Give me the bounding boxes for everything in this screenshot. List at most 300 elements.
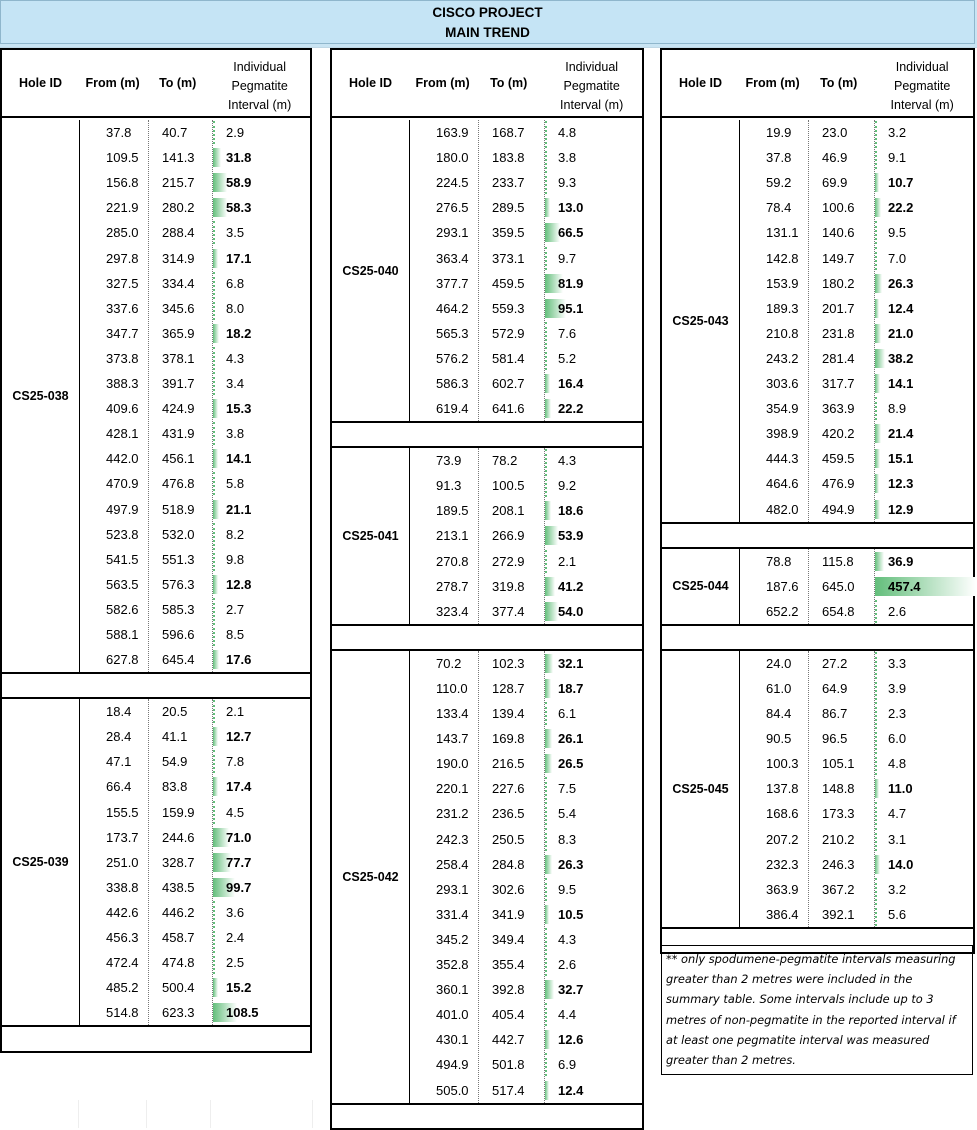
table-row [332,120,642,145]
from-value: 270.8 [436,553,469,569]
data-bar [545,905,549,924]
data-bar [213,148,221,167]
pegmatite-interval-value: 10.5 [558,906,584,922]
table-row [332,170,642,195]
header-from: From (m) [745,76,800,90]
to-value: 27.2 [822,655,848,671]
data-bar [213,926,215,949]
from-value: 430.1 [436,1032,469,1048]
from-value: 345.2 [436,931,469,947]
table-row [332,396,642,421]
header-pegmatite-line: Pegmatite [231,78,288,93]
from-value: 258.4 [436,856,469,872]
from-value: 497.9 [106,501,139,517]
data-bar [875,702,877,725]
to-value: 532.0 [162,526,195,542]
table-row [662,827,973,852]
pegmatite-interval-value: 41.2 [558,578,584,594]
to-value: 576.3 [162,576,195,592]
to-value: 431.9 [162,426,195,442]
table-row [2,925,310,950]
table-row [332,726,642,751]
to-value: 317.7 [822,376,855,391]
from-value: 327.5 [106,275,139,291]
data-bar [213,650,219,669]
table-row [332,701,642,726]
table-title-banner [0,0,975,44]
table-row [2,421,310,446]
data-bar [213,121,215,144]
pegmatite-interval-value: 17.1 [226,250,252,266]
to-value: 244.6 [162,829,195,845]
from-value: 221.9 [106,200,139,216]
header-pegmatite-line: Individual [565,59,619,74]
pegmatite-interval-value: 5.8 [226,476,245,492]
table-row [2,1000,310,1025]
to-value: 476.8 [162,476,195,492]
data-bar [213,422,215,445]
table-row [662,246,973,271]
table-row [2,900,310,925]
pegmatite-interval-value: 6.0 [888,731,907,747]
to-value: 215.7 [162,175,195,191]
pegmatite-interval-value: 9.8 [226,551,245,567]
from-value: 352.8 [436,957,469,973]
to-value: 392.1 [822,906,855,922]
pegmatite-interval-value: 5.6 [888,906,907,922]
data-bar [213,801,215,824]
pegmatite-interval-value: 2.7 [226,601,245,617]
pegmatite-interval-value: 2.1 [226,704,245,720]
header-to: To (m) [159,76,197,90]
to-value: 458.7 [162,930,195,946]
pegmatite-interval-value: 14.1 [888,376,914,391]
pegmatite-interval-value: 95.1 [558,300,584,316]
hole-id-cell: CS25-039 [2,699,80,1025]
from-value: 442.0 [106,451,139,467]
data-bar [545,953,547,976]
header-pegmatite-interval [541,50,642,116]
data-bar [213,750,215,773]
spacer-row [332,626,642,651]
to-value: 420.2 [822,426,855,442]
to-value: 159.9 [162,804,195,820]
to-value: 86.7 [822,706,848,722]
to-value: 581.4 [492,350,525,366]
grid-line [210,1100,211,1128]
from-value: 100.3 [766,756,799,772]
to-value: 246.3 [822,856,855,872]
pegmatite-interval-value: 22.2 [888,200,914,216]
hole-group-cs25-044 [662,549,973,626]
to-value: 46.9 [822,150,848,166]
data-bar [875,878,877,901]
data-bar [213,347,215,370]
data-bar [213,598,215,621]
from-value: 485.2 [106,980,139,996]
table-row [662,396,973,421]
table-row [662,701,973,726]
table-row [2,471,310,496]
data-bar [875,173,879,192]
to-value: 355.4 [492,957,525,973]
from-value: 84.4 [766,706,792,722]
pegmatite-interval-value: 3.8 [558,150,577,166]
table-row [2,950,310,975]
data-bar [213,548,215,571]
pegmatite-interval-value: 22.2 [558,401,584,417]
table-row [662,371,973,396]
from-value: 472.4 [106,955,139,971]
table-row [662,120,973,145]
table-row [2,699,310,724]
table-row [662,676,973,701]
spacer-row [2,674,310,699]
hole-group-cs25-045 [662,651,973,929]
grid-line [146,1100,147,1128]
from-value: 278.7 [436,578,469,594]
data-bar [545,729,552,748]
pegmatite-interval-value: 21.4 [888,426,914,442]
to-value: 517.4 [492,1082,525,1098]
to-value: 281.4 [822,350,855,366]
to-value: 476.9 [822,476,855,492]
grid-line [78,1100,79,1128]
header-from: From (m) [85,76,140,90]
table-row [2,875,310,900]
hole-id-cell: CS25-041 [332,448,410,624]
pegmatite-interval-value: 38.2 [888,350,914,366]
pegmatite-interval-value: 6.9 [558,1057,577,1073]
from-value: 297.8 [106,250,139,266]
to-value: 518.9 [162,501,195,517]
data-bar [545,171,547,194]
pegmatite-interval-value: 18.2 [226,325,252,341]
pegmatite-interval-value: 26.3 [558,856,584,872]
header-hole-id: Hole ID [678,76,723,90]
table-row [662,446,973,471]
from-value: 18.4 [106,704,132,720]
pegmatite-interval-value: 4.8 [558,125,577,140]
to-value: 438.5 [162,879,195,895]
spacer-row [2,1028,310,1053]
to-value: 645.0 [822,578,855,594]
table-row [2,396,310,421]
from-value: 243.2 [766,350,799,366]
table-row [332,776,642,801]
table-row [332,1052,642,1077]
to-value: 367.2 [822,881,855,897]
table-row [332,1078,642,1103]
table-row [332,549,642,574]
pegmatite-interval-value: 12.6 [558,1032,584,1048]
pegmatite-interval-value: 2.6 [558,957,577,973]
from-value: 398.9 [766,426,799,442]
from-value: 627.8 [106,652,139,668]
from-value: 189.5 [436,503,469,519]
data-bar [875,424,881,443]
data-bar [875,221,877,244]
pegmatite-interval-value: 2.5 [226,955,245,971]
table-row [332,448,642,473]
data-bar [213,173,227,192]
table-header [332,50,642,118]
header-pegmatite-line: Individual [233,59,287,74]
pegmatite-interval-value: 10.7 [888,175,914,191]
hole-group-cs25-040 [332,120,642,423]
from-value: 541.5 [106,551,139,567]
data-bar [875,198,881,217]
to-value: 392.8 [492,982,525,998]
from-value: 70.2 [436,655,462,671]
from-value: 78.4 [766,200,792,216]
table-row [332,371,642,396]
data-bar [213,901,215,924]
from-value: 293.1 [436,225,469,241]
from-value: 19.9 [766,125,792,140]
pegmatite-interval-value: 3.2 [888,881,907,897]
data-bar [875,552,884,571]
table-row [332,321,642,346]
header-pegmatite-interval [871,50,973,116]
to-value: 424.9 [162,401,195,417]
data-bar [545,1030,550,1049]
from-value: 360.1 [436,982,469,998]
pegmatite-interval-value: 15.2 [226,980,252,996]
from-value: 131.1 [766,225,799,241]
to-value: 585.3 [162,601,195,617]
from-value: 47.1 [106,754,132,770]
table-row [2,120,310,145]
from-value: 338.8 [106,879,139,895]
pegmatite-interval-value: 8.9 [888,401,907,417]
to-value: 100.5 [492,478,525,494]
pegmatite-interval-value: 66.5 [558,225,584,241]
header-pegmatite-line: Pegmatite [894,78,951,93]
pegmatite-interval-value: 3.9 [888,680,907,696]
from-value: 168.6 [766,806,799,822]
from-value: 251.0 [106,854,139,870]
to-value: 250.5 [492,831,525,847]
to-value: 173.3 [822,806,855,822]
data-bar [213,472,215,495]
to-value: 596.6 [162,627,195,642]
header-pegmatite-line: Individual [895,59,949,74]
data-bar [875,652,877,675]
table-row [662,877,973,902]
pegmatite-interval-value: 2.6 [888,603,907,619]
data-bar [213,575,218,594]
from-value: 187.6 [766,578,799,594]
from-value: 428.1 [106,426,139,442]
table-row [332,498,642,523]
data-bar [545,602,558,621]
pegmatite-interval-value: 12.4 [558,1082,584,1098]
table-row [2,597,310,622]
data-bar [545,928,547,951]
spacer-row [662,524,973,549]
table-row [2,850,310,875]
pegmatite-interval-value: 32.7 [558,982,584,998]
from-value: 401.0 [436,1007,469,1023]
spacer-row [332,423,642,448]
to-value: 500.4 [162,980,195,996]
data-bar [875,449,880,468]
from-value: 61.0 [766,680,792,696]
from-value: 156.8 [106,175,139,191]
pegmatite-interval-value: 5.2 [558,350,577,366]
data-bar [875,324,881,343]
data-bar [875,779,879,798]
pegmatite-interval-value: 8.5 [226,627,245,642]
pegmatite-interval-value: 108.5 [226,1005,259,1021]
from-value: 409.6 [106,401,139,417]
table-row [332,977,642,1002]
pegmatite-interval-value: 3.6 [226,904,245,920]
table-row [332,599,642,624]
from-value: 456.3 [106,930,139,946]
from-value: 137.8 [766,781,799,797]
pegmatite-interval-value: 6.1 [558,706,577,722]
table-row [2,220,310,245]
table-row [332,523,642,548]
pegmatite-interval-value: 99.7 [226,879,252,895]
from-value: 189.3 [766,300,799,316]
to-value: 494.9 [822,501,855,517]
table-row [332,195,642,220]
pegmatite-interval-value: 58.9 [226,175,252,191]
to-value: 623.3 [162,1005,195,1021]
table-header [2,50,310,118]
data-bar [213,449,218,468]
data-bar [545,501,551,520]
data-bar [545,1081,549,1100]
to-value: 149.7 [822,250,855,266]
header-pegmatite-line: Interval (m) [560,97,624,112]
data-bar [545,577,555,596]
table-row [662,195,973,220]
from-value: 28.4 [106,729,132,745]
pegmatite-interval-value: 14.1 [226,451,252,467]
table-row [662,549,973,574]
data-bar [875,855,880,874]
pegmatite-interval-value: 12.8 [226,576,252,592]
pegmatite-interval-value: 9.5 [558,881,577,897]
to-value: 572.9 [492,325,525,341]
pegmatite-interval-value: 7.6 [558,325,577,341]
pegmatite-interval-value: 4.8 [888,756,907,772]
data-bar [213,399,218,418]
project-title: CISCO PROJECT [432,5,543,20]
pegmatite-interval-value: 12.7 [226,729,252,745]
data-bar [875,903,877,926]
table-row [2,170,310,195]
data-bar [213,951,215,974]
from-value: 582.6 [106,601,139,617]
data-bar [545,1053,547,1076]
data-bar [545,980,554,999]
table-row [2,296,310,321]
table-row [662,902,973,927]
table-row [662,651,973,676]
table-row [2,271,310,296]
from-value: 565.3 [436,325,469,341]
to-value: 328.7 [162,854,195,870]
from-value: 66.4 [106,779,132,795]
from-value: 276.5 [436,200,469,216]
hole-group-cs25-042 [332,651,642,1105]
data-bar [545,322,547,345]
pegmatite-interval-value: 7.8 [226,754,245,770]
data-bar [875,397,877,420]
from-value: 242.3 [436,831,469,847]
header-to: To (m) [820,76,858,90]
from-value: 377.7 [436,275,469,291]
to-value: 377.4 [492,603,525,619]
data-bar [213,700,215,723]
to-value: 54.9 [162,754,188,770]
to-value: 289.5 [492,200,525,216]
from-value: 37.8 [106,125,132,140]
pegmatite-interval-value: 77.7 [226,854,252,870]
table-row [2,749,310,774]
from-value: 514.8 [106,1005,139,1021]
from-value: 363.9 [766,881,799,897]
spacer-row [332,1105,642,1130]
table-row [332,877,642,902]
pegmatite-interval-value: 54.0 [558,603,584,619]
table-row [2,622,310,647]
to-value: 210.2 [822,831,855,847]
pegmatite-interval-value: 9.7 [558,250,577,266]
from-value: 386.4 [766,906,799,922]
from-value: 588.1 [106,627,139,642]
pegmatite-interval-value: 14.0 [888,856,914,872]
from-value: 37.8 [766,150,792,166]
table-row [332,346,642,371]
table-row [662,801,973,826]
pegmatite-interval-value: 58.3 [226,200,252,216]
data-bar [875,752,877,775]
hole-id-cell: CS25-045 [662,651,740,927]
data-bar [875,474,879,493]
pegmatite-interval-value: 3.2 [888,125,907,140]
grid-line [312,1100,313,1128]
table-row [2,246,310,271]
table-row [332,651,642,676]
to-value: 140.6 [822,225,855,241]
data-bar [875,802,877,825]
to-value: 148.8 [822,781,855,797]
from-value: 293.1 [436,881,469,897]
to-value: 227.6 [492,781,525,797]
to-value: 180.2 [822,275,855,291]
pegmatite-interval-value: 11.0 [888,781,913,797]
hole-id-cell: CS25-042 [332,651,410,1103]
data-bar [213,623,215,646]
table-row [2,774,310,799]
table-row [662,321,973,346]
data-bar [545,679,551,698]
table-row [332,902,642,927]
table-row [332,271,642,296]
to-value: 78.2 [492,453,518,469]
data-bar [545,121,547,144]
to-value: 363.9 [822,401,855,417]
header-hole-id: Hole ID [348,76,393,90]
table-row [662,776,973,801]
pegmatite-interval-value: 9.1 [888,150,907,166]
